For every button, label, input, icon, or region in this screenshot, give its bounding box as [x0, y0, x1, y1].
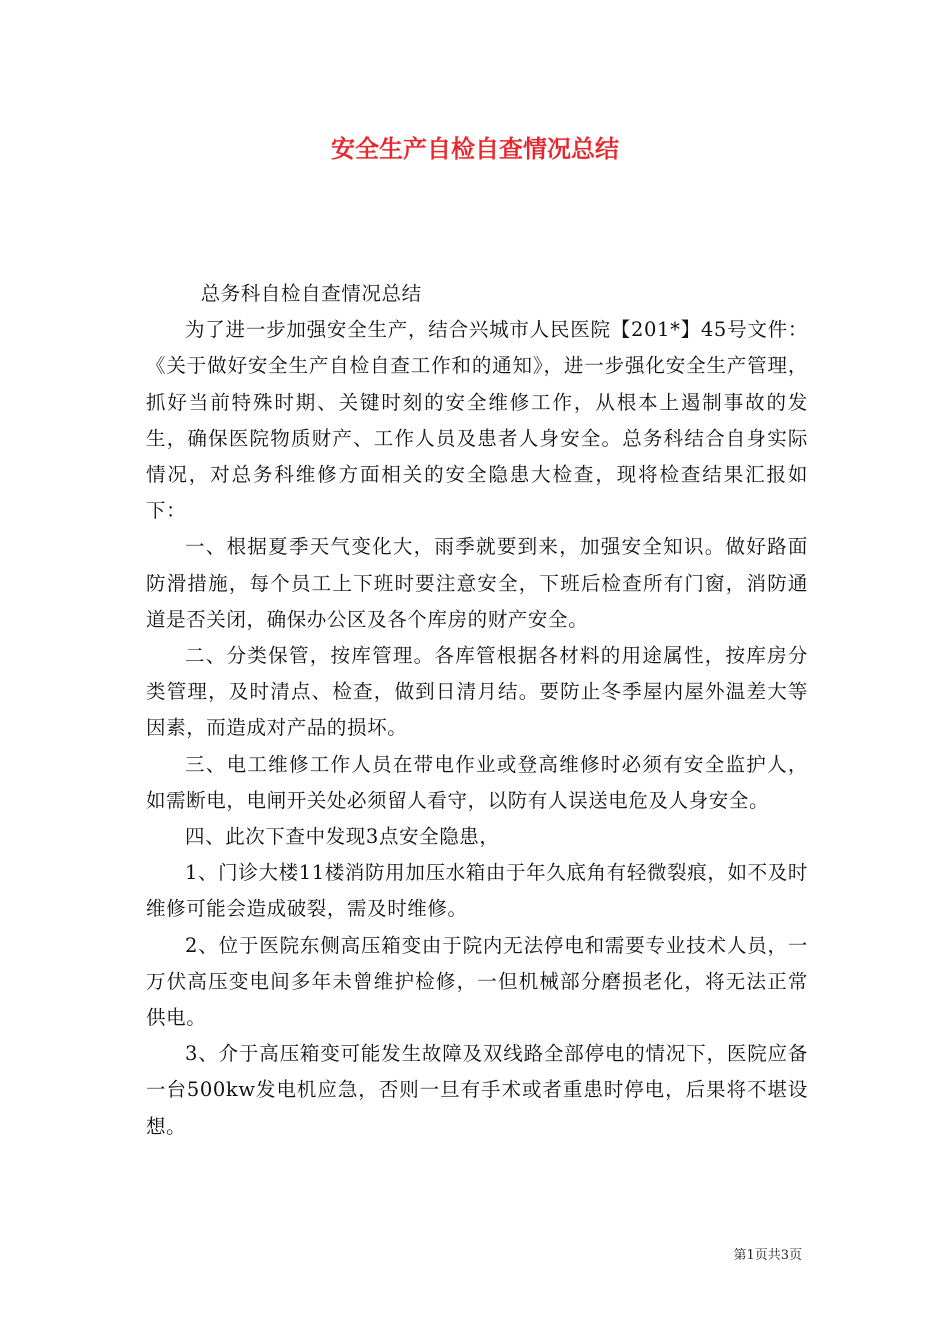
- item-three-paragraph: 三、电工维修工作人员在带电作业或登高维修时必须有安全监护人，如需断电，电闸开关处必须留人看守，以防有人误送电危及人身安全。: [146, 752, 808, 812]
- hazard-one-paragraph: 1、门诊大楼11楼消防用加压水箱由于年久底角有轻微裂痕，如不及时维修可能会造成破裂，需及时维修。: [146, 861, 808, 921]
- item-two-paragraph: 二、分类保管，按库管理。各库管根据各材料的用途属性，按库房分类管理，及时清点、检查，做到日清月结。要防止冬季屋内屋外温差大等因素，而造成对产品的损坏。: [146, 644, 808, 740]
- document-title: 安全生产自检自查情况总结: [331, 135, 619, 163]
- page-number: 第1页共3页: [733, 1248, 802, 1263]
- item-four-paragraph: 四、此次下查中发现3点安全隐患，: [185, 825, 500, 849]
- document-body: [146, 276, 808, 1145]
- hazard-three-paragraph: 3、介于高压箱变可能发生故障及双线路全部停电的情况下，医院应备一台500kw发电机应急，否则一旦有手术或者重患时停电，后果将不堪设想。: [146, 1042, 808, 1138]
- intro-paragraph: 为了进一步加强安全生产，结合兴城市人民医院【201*】45号文件：《关于做好安全生产自检自查工作和的通知》，进一步强化安全生产管理，抓好当前特殊时期、关键时刻的安全维修工作，从根本上遏制事故的发生，确保医院物质财产、工作人员及患者人身安全。总务科结合自身实际情况，对总务科维修方面相关的安全隐患大检查，现将检查结果汇报如下：: [146, 318, 808, 523]
- section-subtitle: 总务科自检自查情况总结: [200, 282, 422, 305]
- item-one-paragraph: 一、根据夏季天气变化大，雨季就要到来，加强安全知识。做好路面防滑措施，每个员工上下班时要注意安全，下班后检查所有门窗，消防通道是否关闭，确保办公区及各个库房的财产安全。: [146, 535, 808, 631]
- hazard-two-paragraph: 2、位于医院东侧高压箱变由于院内无法停电和需要专业技术人员，一万伏高压变电间多年未曾维护检修，一但机械部分磨损老化，将无法正常供电。: [146, 933, 808, 1030]
